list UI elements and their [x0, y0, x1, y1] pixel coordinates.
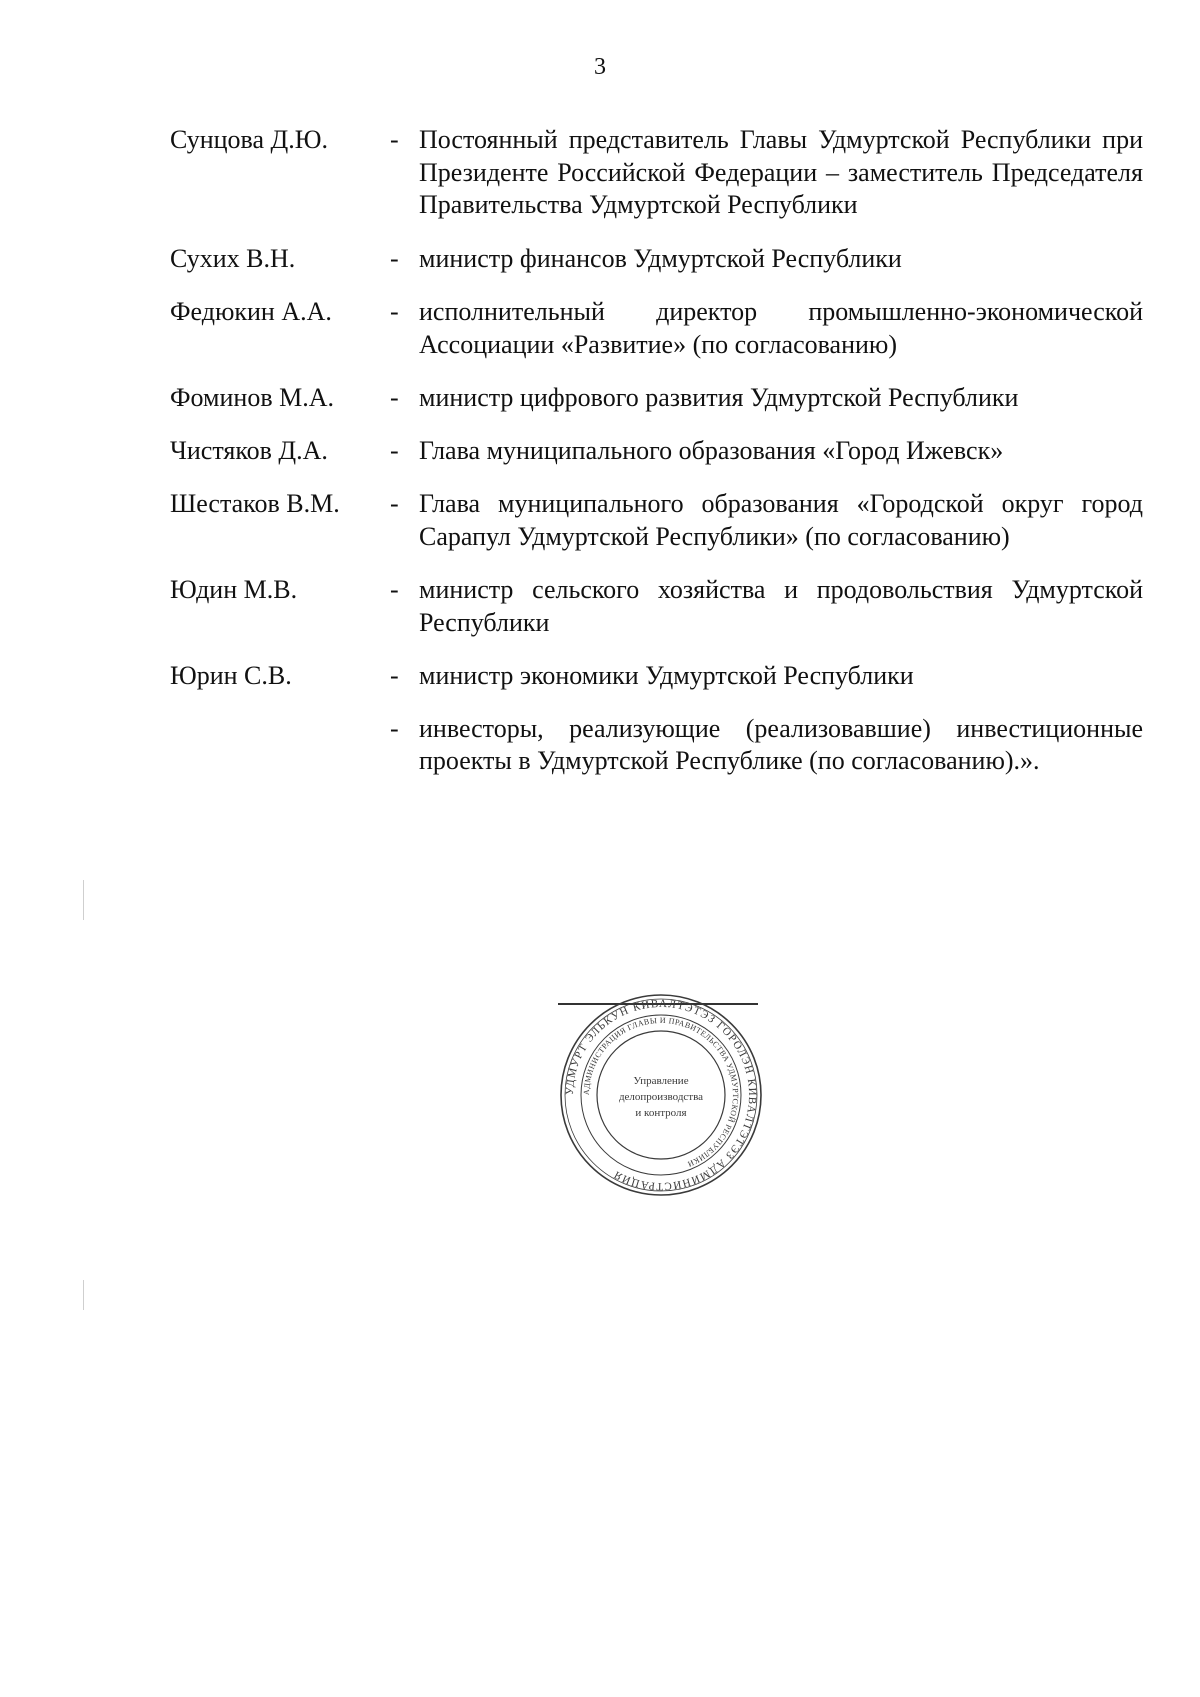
roster-entry	[0, 382, 1200, 415]
member-position: исполнительный директор промышленно-экономической Ассоциации «Развитие» (по согласованию)	[419, 297, 1143, 359]
seal-center-line: и контроля	[635, 1107, 687, 1119]
roster-entry	[0, 660, 1200, 693]
member-position: Глава муниципального образования «Городской округ город Сарапул Удмуртской Республики» (по согласованию)	[419, 489, 1143, 551]
seal-outer-text: УДМУРТ ЭЛЬКУН КИВАЛТЭТЭЗ ГОРОЛЭН КИВАЛТЭТЭЗ АДМИНИСТРАЦИЯ	[563, 997, 759, 1193]
entry-dash: -	[390, 125, 399, 154]
member-position: Постоянный представитель Главы Удмуртской Республики при Президенте Российской Федерации – заместитель Председателя Правительства Удмуртской Республики	[419, 125, 1143, 219]
member-name: Сунцова Д.Ю.	[170, 125, 328, 154]
member-roster	[0, 124, 1200, 778]
entry-dash: -	[390, 435, 399, 465]
seal-center-line: делопроизводства	[618, 1091, 704, 1103]
roster-entry	[0, 435, 1200, 468]
roster-entry	[0, 488, 1200, 553]
entry-dash: -	[390, 489, 399, 518]
member-name: Юрин С.В.	[170, 661, 292, 690]
scan-artifact	[83, 1280, 84, 1310]
member-position: Глава муниципального образования «Город Ижевск»	[419, 435, 1004, 465]
member-position: министр сельского хозяйства и продовольствия Удмуртской Республики	[419, 575, 1143, 637]
member-name: Юдин М.В.	[170, 575, 298, 604]
entry-dash: -	[390, 713, 399, 743]
entry-dash: -	[390, 297, 399, 326]
entry-dash: -	[390, 383, 399, 412]
seal-center-line: Управление	[633, 1075, 689, 1087]
entry-dash: -	[390, 575, 399, 604]
member-name: Фоминов М.А.	[170, 383, 334, 412]
member-name: Сухих В.Н.	[170, 243, 296, 273]
member-position: министр цифрового развития Удмуртской Республики	[419, 383, 1019, 412]
roster-entry	[0, 243, 1200, 276]
member-name: Шестаков В.М.	[170, 489, 340, 518]
member-position: министр экономики Удмуртской Республики	[419, 661, 914, 690]
member-position: министр финансов Удмуртской Республики	[419, 243, 902, 273]
roster-entry	[0, 574, 1200, 639]
scan-artifact	[83, 880, 84, 920]
member-name: Чистяков Д.А.	[170, 435, 328, 465]
member-position: инвесторы, реализующие (реализовавшие) инвестиционные проекты в Удмуртской Республике (по согласованию).».	[419, 713, 1143, 775]
official-seal-stamp	[556, 990, 766, 1200]
entry-dash: -	[390, 243, 399, 273]
roster-entry	[0, 713, 1200, 778]
page-number: 3	[594, 54, 606, 80]
seal-inner-text: АДМИНИСТРАЦИЯ ГЛАВЫ И ПРАВИТЕЛЬСТВА УДМУРТСКОЙ РЕСПУБЛИКИ	[581, 1015, 741, 1169]
roster-entry	[0, 124, 1200, 222]
roster-entry	[0, 296, 1200, 361]
member-name: Федюкин А.А.	[170, 297, 332, 326]
entry-dash: -	[390, 661, 399, 690]
